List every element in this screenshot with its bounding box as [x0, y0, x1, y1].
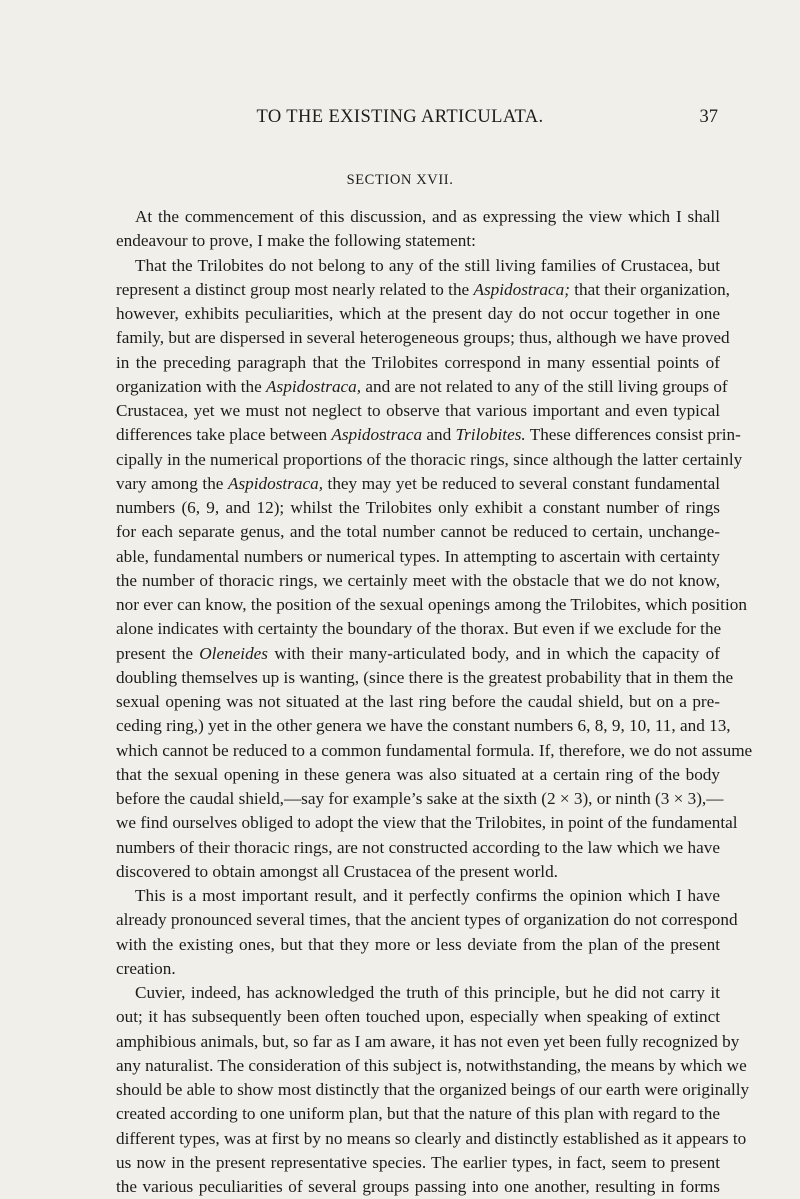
text-line: doubling themselves up is wanting, (since there is the greatest probability that in them the — [116, 667, 734, 687]
text-line: present the Oleneides with their many-articulated body, and in which the capacity of — [116, 643, 720, 663]
text-line: should be able to show most distinctly that the organized beings of our earth were originally — [116, 1080, 750, 1099]
text-line: alone indicates with certainty the boundary of the thorax. But even if we exclude for the — [116, 619, 722, 639]
text-line: the number of thoracic rings, we certainly meet with the obstacle that we do not know, — [116, 570, 720, 590]
text-line: for each separate genus, and the total number cannot be reduced to certain, unchange- — [116, 522, 720, 542]
text-line: before the caudal shield,—say for example’s sake at the sixth (2 × 3), or ninth (3 × 3),— — [116, 789, 724, 808]
text-line: in the preceding paragraph that the Trilobites correspond in many essential points of — [116, 352, 720, 372]
running-title: TO THE EXISTING ARTICULATA. — [256, 107, 544, 127]
text-line: any naturalist. The consideration of this subject is, notwithstanding, the means by which we — [116, 1055, 747, 1075]
text-line: numbers (6, 9, and 12); whilst the Trilobites only exhibit a constant number of rings — [116, 498, 720, 517]
text-line: discovered to obtain amongst all Crustacea of the present world. — [116, 861, 558, 881]
text-line: out; it has subsequently been often touched upon, especially when speaking of extinct — [116, 1007, 720, 1027]
text-line: however, exhibits peculiarities, which at the present day do not occur together in one — [116, 304, 720, 323]
text-line: differences take place between Aspidostraca and Trilobites. These differences consist prin- — [116, 425, 741, 445]
text-line: us now in the present representative species. The earlier types, in fact, seem to present — [116, 1152, 720, 1172]
text-line: with the existing ones, but that they more or less deviate from the plan of the present — [116, 934, 720, 954]
text-line: sexual opening was not situated at the last ring before the caudal shield, but on a pre- — [116, 692, 720, 711]
text-line: represent a distinct group most nearly related to the Aspidostraca; that their organization, — [116, 279, 730, 299]
text-line: different types, was at first by no means so clearly and distinctly established as it appears to — [116, 1128, 747, 1148]
body-text — [116, 205, 753, 1199]
text-line: cipally in the numerical proportions of the thoracic rings, since although the latter certainly — [116, 449, 743, 469]
text-line: At the commencement of this discussion, and as expressing the view which I shall — [135, 207, 720, 226]
text-line: amphibious animals, but, so far as I am aware, it has not even yet been fully recognized by — [116, 1031, 740, 1051]
text-line: numbers of their thoracic rings, are not constructed according to the law which we have — [116, 837, 720, 857]
text-line: able, fundamental numbers or numerical types. In attempting to ascertain with certainty — [116, 546, 720, 566]
text-line: organization with the Aspidostraca, and are not related to any of the still living groups of — [116, 376, 728, 396]
text-line: Cuvier, indeed, has acknowledged the truth of this principle, but he did not carry it — [135, 983, 720, 1002]
text-line: family, but are dispersed in several heterogeneous groups; thus, although we have proved — [116, 328, 730, 348]
page-number: 37 — [699, 107, 718, 127]
text-line: ceding ring,) yet in the other genera we have the constant numbers 6, 8, 9, 10, 11, and 13, — [116, 716, 731, 736]
text-line: already pronounced several times, that the ancient types of organization do not correspond — [116, 910, 738, 930]
text-line: the various peculiarities of several groups passing into one another, resulting in forms — [116, 1177, 720, 1196]
text-line: vary among the Aspidostraca, they may yet be reduced to several constant fundamental — [116, 473, 720, 493]
text-line: endeavour to prove, I make the following statement: — [116, 231, 476, 251]
text-line: nor ever can know, the position of the sexual openings among the Trilobites, which position — [116, 595, 747, 614]
text-line: which cannot be reduced to a common fundamental formula. If, therefore, we do not assume — [116, 740, 753, 760]
running-head — [0, 103, 800, 133]
text-line: that the sexual opening in these genera was also situated at a certain ring of the body — [116, 764, 720, 784]
text-line: That the Trilobites do not belong to any of the still living families of Crustacea, but — [135, 255, 720, 275]
text-line: creation. — [116, 958, 176, 978]
text-line: This is a most important result, and it perfectly confirms the opinion which I have — [135, 886, 720, 905]
section-heading: SECTION XVII. — [346, 172, 454, 188]
text-line: Crustacea, yet we must not neglect to observe that various important and even typical — [116, 401, 720, 420]
text-line: we find ourselves obliged to adopt the view that the Trilobites, in point of the fundamental — [116, 813, 738, 833]
text-line: created according to one uniform plan, but that the nature of this plan with regard to the — [116, 1104, 720, 1124]
